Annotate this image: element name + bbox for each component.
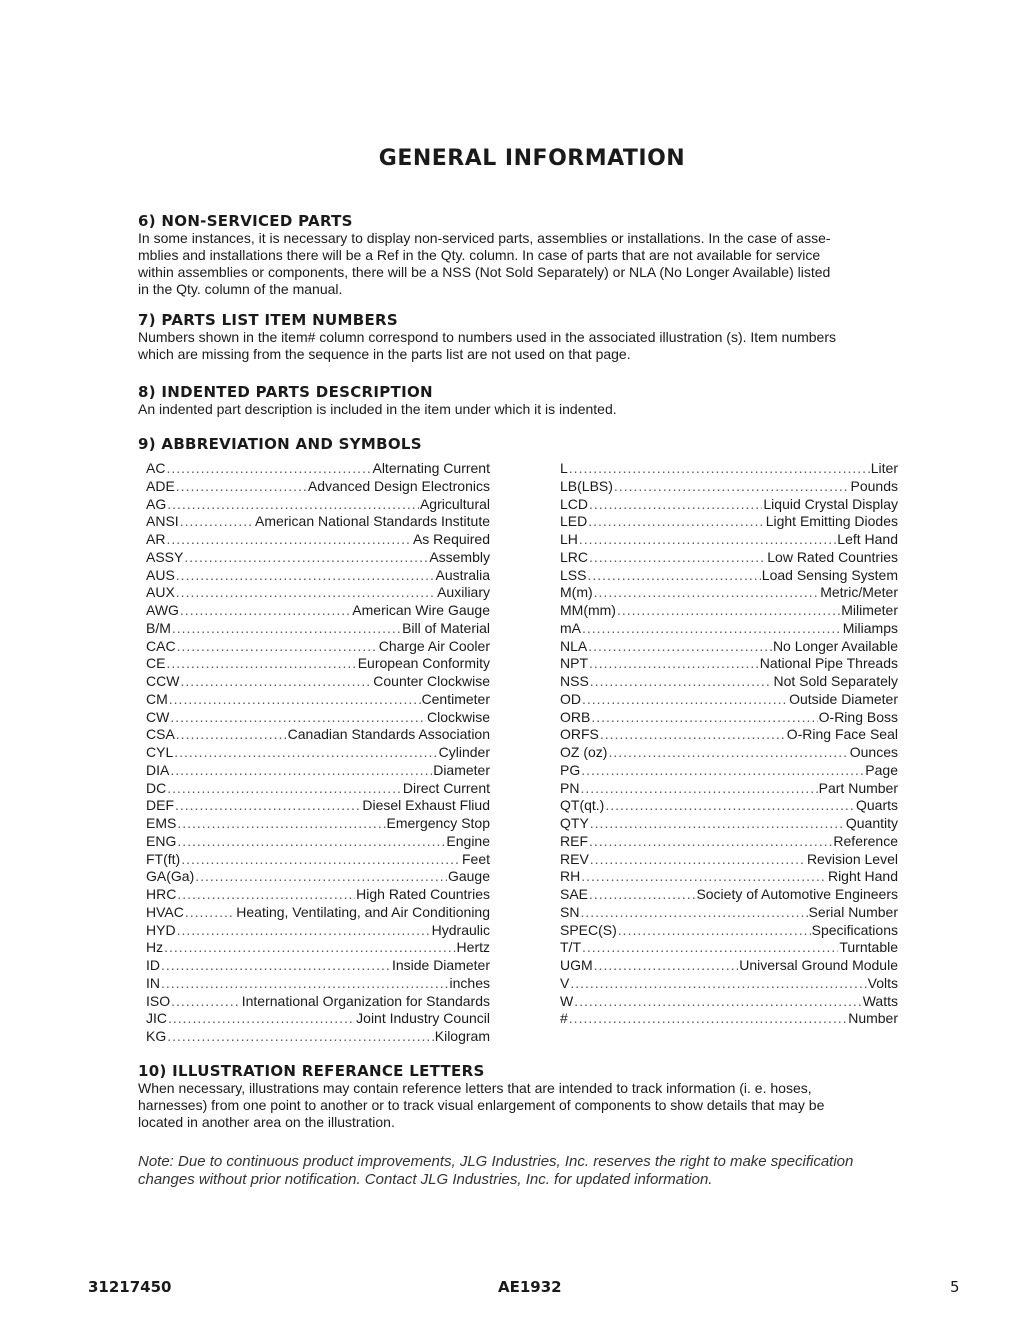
abbreviation-meaning: Serial Number — [808, 903, 898, 920]
leader-dots — [170, 762, 432, 780]
leader-dots — [167, 496, 419, 514]
abbreviation: mA — [560, 619, 581, 636]
abbreviation: EMS — [146, 815, 177, 831]
section-parts-list-item-numbers — [138, 311, 910, 363]
abbreviation-row — [560, 851, 898, 869]
abbreviation: W — [560, 992, 574, 1009]
abbreviation-row — [146, 744, 490, 762]
paragraph-line: In some instances, it is necessary to display non-serviced parts, assemblies or installations. In the case of asse- — [138, 230, 831, 246]
paragraph-line: mblies and installations there will be a Ref in the Qty. column. In case of parts that are not available for service — [138, 247, 821, 263]
abbreviation-meaning: Kilogram — [434, 1028, 490, 1044]
abbreviation: SPEC(S) — [560, 921, 617, 938]
abbreviation: OD — [560, 690, 581, 707]
abbreviation-meaning: Agricultural — [419, 495, 490, 512]
section-non-serviced-parts — [138, 212, 910, 298]
leader-dots — [166, 531, 412, 549]
abbreviation: PN — [560, 779, 580, 796]
leader-dots — [589, 655, 759, 673]
leader-dots — [618, 922, 811, 940]
abbreviation: KG — [146, 1028, 167, 1044]
paragraph-line: located in another area on the illustration. — [138, 1114, 395, 1130]
abbreviation-meaning: High Rated Countries — [356, 886, 490, 902]
abbreviation-row — [146, 1010, 490, 1028]
leader-dots — [569, 1010, 847, 1028]
leader-dots — [170, 709, 426, 727]
abbreviation-row — [560, 655, 898, 673]
abbreviation: CW — [146, 708, 170, 725]
leader-dots — [176, 478, 307, 496]
abbreviation: LSS — [560, 566, 587, 583]
note — [138, 1153, 928, 1189]
abbreviation-meaning: National Pipe Threads — [759, 655, 898, 672]
leader-dots — [172, 620, 401, 638]
abbreviation-meaning: Hertz — [456, 939, 490, 956]
abbreviation-meaning: Load Sensing System — [761, 566, 898, 583]
abbreviation: AC — [146, 460, 166, 476]
abbreviation: MM(mm) — [560, 602, 616, 618]
abbreviation-meaning: Charge Air Cooler — [378, 637, 490, 654]
leader-dots — [589, 833, 832, 851]
leader-dots — [594, 957, 739, 975]
leader-dots — [582, 939, 838, 957]
abbreviation-row — [146, 833, 490, 851]
abbreviation: ASSY — [146, 548, 184, 565]
abbreviation: ADE — [146, 477, 175, 494]
leader-dots — [167, 1028, 434, 1046]
leader-dots — [175, 797, 361, 815]
leader-dots — [181, 851, 461, 869]
leader-dots — [605, 797, 855, 815]
abbreviation: AG — [146, 495, 167, 512]
abbreviation-meaning: Pounds — [850, 477, 898, 494]
abbreviation-row — [146, 780, 490, 798]
abbreviation: ID — [146, 957, 160, 973]
leader-dots — [177, 886, 355, 904]
section-indented-parts-description — [138, 383, 910, 418]
paragraph-line: in the Qty. column of the manual. — [138, 281, 343, 297]
abbreviation-row — [560, 939, 898, 957]
abbreviation: CCW — [146, 673, 180, 689]
abbreviation-row — [146, 709, 490, 727]
leader-dots — [169, 691, 421, 709]
abbreviation-row — [146, 957, 490, 975]
leader-dots — [574, 993, 862, 1011]
abbreviation: OZ (oz) — [560, 744, 608, 760]
abbreviation-meaning: Right Hand — [827, 868, 898, 885]
leader-dots — [166, 655, 356, 673]
abbreviation-row — [146, 815, 490, 833]
abbreviation-row — [146, 567, 490, 585]
abbreviation-row — [146, 673, 490, 691]
abbreviation-row — [146, 584, 490, 602]
leader-dots — [589, 886, 695, 904]
leader-dots — [177, 638, 378, 656]
abbreviation-row — [560, 726, 898, 744]
abbreviation-meaning: Milimeter — [841, 602, 898, 618]
abbreviation-row — [560, 531, 898, 549]
leader-dots — [589, 549, 766, 567]
abbreviation-meaning: No Longer Available — [772, 637, 898, 654]
paragraph-line: harnesses) from one point to another or to track visual enlargement of components to show details that may be — [138, 1097, 825, 1113]
abbreviation-meaning: Direct Current — [402, 779, 490, 796]
abbreviation: REV — [560, 850, 589, 867]
abbreviation-row — [146, 762, 490, 780]
abbreviation: LED — [560, 513, 588, 530]
footer-model: AE1932 — [498, 1278, 562, 1296]
section-abbreviations — [138, 435, 910, 453]
abbreviation-row — [560, 602, 898, 620]
abbreviation-row — [146, 460, 490, 478]
abbreviation: B/M — [146, 619, 171, 636]
paragraph-line: Numbers shown in the item# column correspond to numbers used in the associated illustration (s). Item numbers — [138, 329, 836, 345]
leader-dots — [176, 584, 436, 602]
leader-dots — [582, 691, 788, 709]
leader-dots — [167, 780, 402, 798]
abbreviation-meaning: American Wire Gauge — [352, 602, 490, 618]
abbreviation-meaning: Diesel Exhaust Fliud — [362, 797, 490, 814]
leader-dots — [569, 460, 870, 478]
abbreviation-row — [560, 762, 898, 780]
abbreviation-row — [146, 993, 490, 1011]
abbreviation-row — [560, 478, 898, 496]
abbreviation-meaning: Inside Diameter — [391, 957, 490, 973]
abbreviation-row — [560, 673, 898, 691]
paragraph-line: An indented part description is included in the item under which it is indented. — [138, 401, 617, 417]
section-heading: 8) INDENTED PARTS DESCRIPTION — [138, 383, 433, 401]
abbreviation-meaning: Heating, Ventilating, and Air Conditioning — [236, 903, 490, 920]
abbreviation: FT(ft) — [146, 850, 181, 867]
abbreviation-meaning: Auxiliary — [437, 584, 490, 601]
abbreviation-row — [146, 638, 490, 656]
abbreviation: NPT — [560, 655, 588, 672]
leader-dots — [176, 567, 435, 585]
abbreviation-meaning: As Required — [412, 531, 490, 547]
abbreviation-row — [560, 922, 898, 940]
abbreviation-meaning: Counter Clockwise — [373, 673, 490, 689]
abbreviation: CYL — [146, 744, 174, 760]
leader-dots — [617, 602, 840, 620]
abbreviation-meaning: Australia — [435, 566, 490, 583]
section-heading: 6) NON-SERVICED PARTS — [138, 212, 353, 230]
abbreviation: GA(Ga) — [146, 868, 195, 885]
abbreviation-meaning: Liquid Crystal Display — [763, 495, 898, 512]
abbreviation: # — [560, 1010, 568, 1027]
abbreviation: AUX — [146, 584, 175, 601]
leader-dots — [581, 868, 827, 886]
abbreviation-meaning: O-Ring Face Seal — [786, 726, 898, 743]
footer-doc-number: 31217450 — [88, 1278, 172, 1296]
abbreviation-meaning: Feet — [461, 850, 490, 867]
abbreviation: ISO — [146, 992, 171, 1009]
leader-dots — [587, 567, 760, 585]
abbreviation-meaning: Emergency Stop — [386, 815, 490, 831]
abbreviation-meaning: Universal Ground Module — [739, 957, 898, 973]
leader-dots — [581, 762, 864, 780]
abbreviation-meaning: Ounces — [849, 744, 898, 760]
abbreviation: ANSI — [146, 513, 179, 530]
leader-dots — [184, 549, 428, 567]
section-heading: 10) ILLUSTRATION REFERANCE LETTERS — [138, 1062, 485, 1080]
abbreviation-row — [560, 975, 898, 993]
abbreviation-meaning: Left Hand — [837, 531, 898, 547]
abbreviation: CM — [146, 690, 168, 707]
abbreviation-meaning: American National Standards Institute — [254, 513, 490, 530]
abbreviation-meaning: Bill of Material — [402, 619, 490, 636]
leader-dots — [180, 513, 254, 531]
abbreviation-row — [560, 904, 898, 922]
abbreviation: UGM — [560, 957, 593, 973]
abbreviation: HRC — [146, 886, 177, 902]
section-illustration-reference-letters — [138, 1062, 910, 1131]
abbreviation: QTY — [560, 815, 589, 831]
abbreviation: AR — [146, 531, 166, 547]
leader-dots — [582, 620, 842, 638]
abbreviation-row — [560, 460, 898, 478]
abbreviation-meaning: Not Sold Separately — [773, 673, 898, 689]
abbreviation-row — [146, 549, 490, 567]
abbreviation: CSA — [146, 726, 175, 743]
leader-dots — [590, 851, 806, 869]
abbreviation: DC — [146, 779, 167, 796]
leader-dots — [164, 939, 455, 957]
abbreviation-row — [146, 655, 490, 673]
leader-dots — [580, 904, 807, 922]
page-title: GENERAL INFORMATION — [378, 146, 686, 171]
abbreviation: DEF — [146, 797, 174, 814]
abbreviation: HVAC — [146, 903, 184, 920]
abbreviation-meaning: Revision Level — [806, 850, 898, 867]
abbreviation: LB(LBS) — [560, 477, 613, 494]
abbreviation-row — [146, 939, 490, 957]
abbreviation-row — [560, 957, 898, 975]
leader-dots — [589, 496, 762, 514]
abbreviation-row — [560, 993, 898, 1011]
abbreviation: Hz — [146, 939, 164, 956]
abbreviation: AWG — [146, 602, 179, 618]
abbreviation-row — [146, 851, 490, 869]
abbreviation-meaning: Number — [848, 1010, 898, 1027]
abbreviation-row — [146, 620, 490, 638]
abbreviation-meaning: O-Ring Boss — [818, 708, 898, 725]
leader-dots — [588, 638, 772, 656]
abbreviation: RH — [560, 868, 581, 885]
abbreviation-meaning: Gauge — [447, 868, 490, 885]
leader-dots — [614, 478, 850, 496]
abbreviation-row — [146, 975, 490, 993]
abbreviation-meaning: Society of Automotive Engineers — [696, 886, 898, 902]
abbreviation-meaning: Alternating Current — [372, 460, 490, 476]
abbreviation-meaning: Reference — [833, 832, 898, 849]
abbreviation-meaning: Volts — [867, 974, 898, 991]
abbreviation-list-right — [560, 460, 898, 1028]
abbreviation-meaning: Engine — [446, 832, 490, 849]
note-line: changes without prior notification. Contact JLG Industries, Inc. for updated information. — [138, 1171, 713, 1188]
section-heading: 7) PARTS LIST ITEM NUMBERS — [138, 311, 398, 329]
leader-dots — [177, 815, 385, 833]
abbreviation-row — [560, 1010, 898, 1028]
leader-dots — [195, 868, 447, 886]
abbreviation-meaning: Canadian Standards Association — [287, 726, 490, 743]
leader-dots — [180, 602, 351, 620]
abbreviation-meaning: Turntable — [839, 939, 898, 956]
abbreviation-meaning: International Organization for Standards — [241, 992, 490, 1009]
leader-dots — [176, 726, 287, 744]
abbreviation-row — [560, 496, 898, 514]
abbreviation-row — [146, 602, 490, 620]
leader-dots — [161, 957, 391, 975]
abbreviation: HYD — [146, 921, 176, 938]
abbreviation-row — [560, 638, 898, 656]
abbreviation-row — [560, 815, 898, 833]
abbreviation: DIA — [146, 761, 170, 778]
abbreviation-row — [146, 496, 490, 514]
abbreviation: CAC — [146, 637, 176, 654]
abbreviation-meaning: Quarts — [855, 797, 898, 814]
abbreviation-meaning: Liter — [870, 460, 898, 476]
leader-dots — [594, 584, 820, 602]
leader-dots — [174, 744, 437, 762]
abbreviation-row — [146, 797, 490, 815]
abbreviation: PG — [560, 761, 581, 778]
abbreviation: SN — [560, 903, 580, 920]
abbreviation-meaning: Page — [865, 761, 898, 778]
note-line: Note: Due to continuous product improvements, JLG Industries, Inc. reserves the right to make specification — [138, 1153, 854, 1170]
abbreviation-meaning: Quantity — [845, 815, 898, 831]
abbreviation: V — [560, 974, 570, 991]
footer-page-number: 5 — [950, 1278, 960, 1296]
abbreviation-list-left — [146, 460, 490, 1046]
section-heading: 9) ABBREVIATION AND SYMBOLS — [138, 435, 422, 453]
abbreviation-meaning: Low Rated Countries — [767, 548, 898, 565]
abbreviation-meaning: Assembly — [429, 548, 490, 565]
abbreviation: SAE — [560, 886, 589, 902]
abbreviation: ORB — [560, 708, 591, 725]
leader-dots — [579, 531, 836, 549]
abbreviation-row — [146, 478, 490, 496]
paragraph-line: within assemblies or components, there will be a NSS (Not Sold Separately) or NLA (No Longer Available) listed — [138, 264, 831, 280]
abbreviation-row — [560, 549, 898, 567]
abbreviation-row — [146, 531, 490, 549]
abbreviation-meaning: Advanced Design Electronics — [307, 477, 490, 494]
abbreviation-row — [560, 886, 898, 904]
abbreviation-meaning: Diameter — [433, 761, 490, 778]
abbreviation-row — [560, 513, 898, 531]
abbreviation-meaning: European Conformity — [357, 655, 490, 672]
abbreviation: IN — [146, 974, 160, 991]
leader-dots — [168, 1010, 355, 1028]
abbreviation: CE — [146, 655, 166, 672]
abbreviation-row — [146, 886, 490, 904]
abbreviation-row — [146, 726, 490, 744]
abbreviation-meaning: Watts — [862, 992, 898, 1009]
abbreviation: NSS — [560, 673, 589, 689]
leader-dots — [590, 673, 773, 691]
abbreviation: AUS — [146, 566, 175, 583]
abbreviation-row — [560, 620, 898, 638]
leader-dots — [588, 513, 764, 531]
abbreviation: LH — [560, 531, 578, 547]
abbreviation-row — [560, 709, 898, 727]
leader-dots — [171, 993, 241, 1011]
leader-dots — [600, 726, 786, 744]
abbreviation-row — [560, 584, 898, 602]
abbreviation: REF — [560, 832, 588, 849]
abbreviation-row — [146, 1028, 490, 1046]
abbreviation-row — [146, 922, 490, 940]
abbreviation-meaning: Cylinder — [438, 744, 490, 760]
abbreviation-meaning: Outside Diameter — [789, 690, 898, 707]
abbreviation: LRC — [560, 548, 589, 565]
abbreviation-row — [146, 691, 490, 709]
leader-dots — [570, 975, 866, 993]
abbreviation: M(m) — [560, 584, 593, 601]
abbreviation-meaning: Specifications — [811, 921, 898, 938]
abbreviation: QT(qt.) — [560, 797, 605, 814]
leader-dots — [180, 673, 372, 691]
abbreviation-meaning: Part Number — [818, 779, 898, 796]
abbreviation-row — [560, 780, 898, 798]
leader-dots — [608, 744, 848, 762]
abbreviation-meaning: Metric/Meter — [820, 584, 898, 601]
abbreviation-row — [560, 567, 898, 585]
leader-dots — [177, 922, 431, 940]
abbreviation: LCD — [560, 495, 589, 512]
abbreviation: NLA — [560, 637, 588, 654]
paragraph-line: When necessary, illustrations may contain reference letters that are intended to track information (i. e. hoses, — [138, 1080, 812, 1096]
abbreviation-row — [560, 691, 898, 709]
paragraph-line: which are missing from the sequence in the parts list are not used on that page. — [138, 346, 631, 362]
abbreviation-row — [560, 833, 898, 851]
leader-dots — [580, 780, 817, 798]
abbreviation-row — [560, 797, 898, 815]
abbreviation-row — [146, 513, 490, 531]
abbreviation-meaning: Joint Industry Council — [356, 1010, 490, 1027]
abbreviation-row — [560, 744, 898, 762]
leader-dots — [591, 709, 817, 727]
abbreviation: ORFS — [560, 726, 599, 743]
abbreviation: T/T — [560, 939, 581, 956]
abbreviation: JIC — [146, 1010, 167, 1027]
abbreviation-meaning: Miliamps — [842, 619, 898, 636]
abbreviation-meaning: Clockwise — [426, 708, 490, 725]
abbreviation-meaning: Hydraulic — [431, 921, 490, 938]
leader-dots — [177, 833, 445, 851]
leader-dots — [166, 460, 371, 478]
abbreviation: ENG — [146, 832, 177, 849]
abbreviation-row — [146, 868, 490, 886]
leader-dots — [161, 975, 449, 993]
leader-dots — [590, 815, 845, 833]
abbreviation: L — [560, 460, 568, 476]
abbreviation-row — [146, 904, 490, 922]
abbreviation-meaning: Centimeter — [421, 690, 490, 707]
abbreviation-meaning: Light Emitting Diodes — [765, 513, 898, 530]
abbreviation-meaning: inches — [449, 974, 490, 991]
leader-dots — [185, 904, 235, 922]
abbreviation-row — [560, 868, 898, 886]
